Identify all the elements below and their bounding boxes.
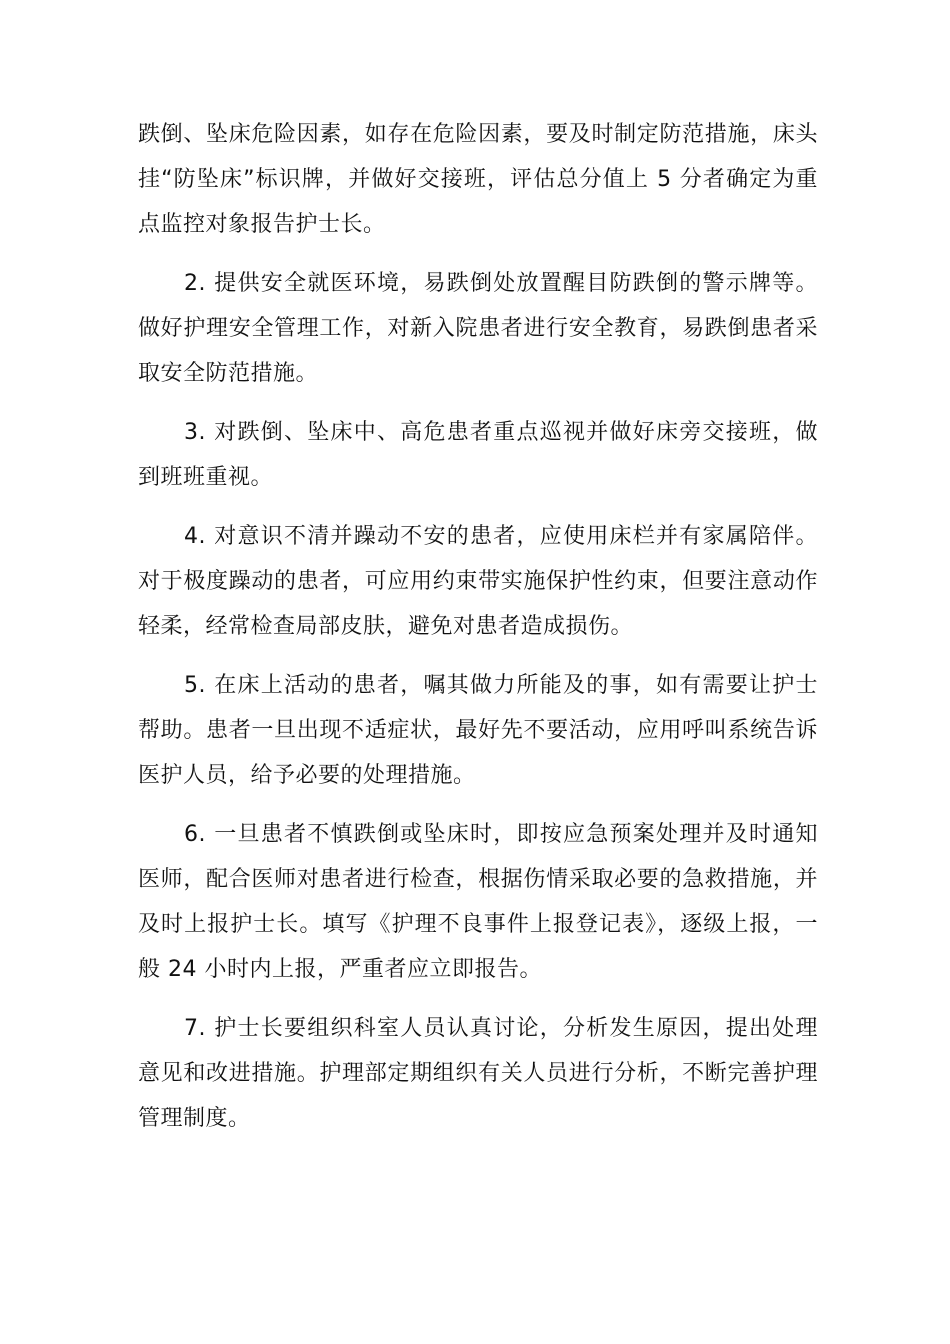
paragraph-continuation: 跌倒、坠床危险因素，如存在危险因素，要及时制定防范措施，床头挂“防坠床”标识牌，并做好交接班，评估总分值上 5 分者确定为重点监控对象报告护士长。 bbox=[138, 122, 818, 237]
paragraph-item-3: 3. 对跌倒、坠床中、高危患者重点巡视并做好床旁交接班，做到班班重视。 bbox=[138, 420, 818, 490]
paragraph-item-7: 7. 护士长要组织科室人员认真讨论，分析发生原因，提出处理意见和改进措施。护理部定期组织有关人员进行分析，不断完善护理管理制度。 bbox=[138, 1016, 818, 1131]
paragraph-item-4: 4. 对意识不清并躁动不安的患者，应使用床栏并有家属陪伴。对于极度躁动的患者，可应用约束带实施保护性约束，但要注意动作轻柔，经常检查局部皮肤，避免对患者造成损伤。 bbox=[138, 524, 818, 639]
document-body bbox=[138, 112, 818, 1155]
paragraph-item-2: 2. 提供安全就医环境，易跌倒处放置醒目防跌倒的警示牌等。做好护理安全管理工作，对新入院患者进行安全教育，易跌倒患者采取安全防范措施。 bbox=[138, 271, 818, 386]
paragraph-item-6: 6. 一旦患者不慎跌倒或坠床时，即按应急预案处理并及时通知医师，配合医师对患者进行检查，根据伤情采取必要的急救措施，并及时上报护士长。填写《护理不良事件上报登记表》，逐级上报，一般 24 小时内上报，严重者应立即报告。 bbox=[138, 822, 818, 982]
paragraph-item-5: 5. 在床上活动的患者，嘱其做力所能及的事，如有需要让护士帮助。患者一旦出现不适症状，最好先不要活动，应用呼叫系统告诉医护人员，给予必要的处理措施。 bbox=[138, 673, 818, 788]
